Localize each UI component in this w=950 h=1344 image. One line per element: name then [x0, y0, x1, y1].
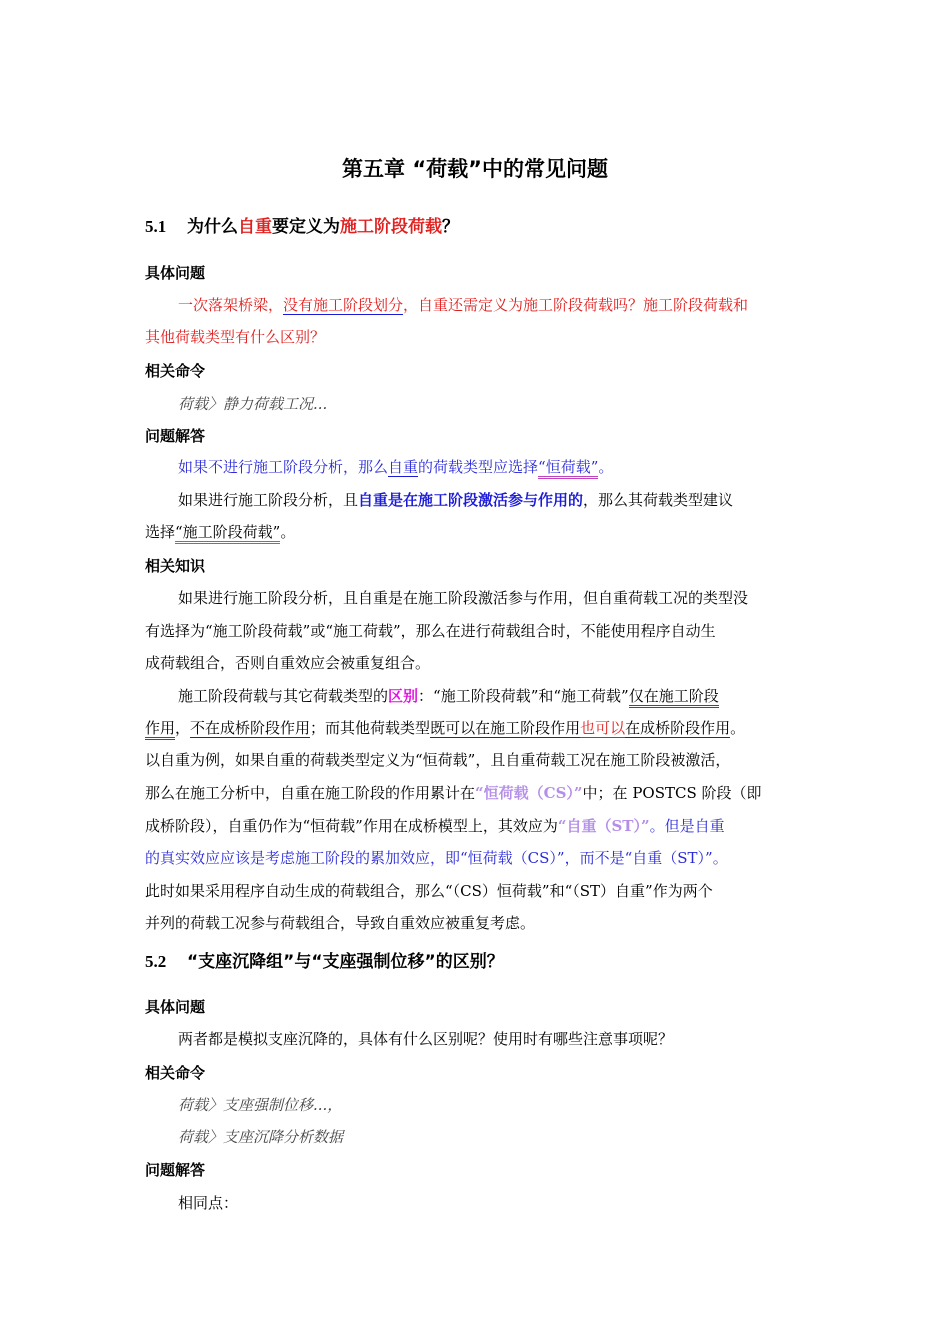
highlight-difference: 区别: [388, 687, 419, 705]
subheading-command: 相关命令: [145, 362, 206, 380]
subheading-question: 具体问题: [145, 264, 206, 282]
answer-line-3: 选择“施工阶段荷载”。: [145, 521, 295, 542]
answer-line: 相同点：: [178, 1194, 239, 1212]
knowledge-line: 有选择为“施工阶段荷载”或“施工荷载”，那么在进行荷载组合时，不能使用程序自动生: [145, 622, 716, 640]
knowledge-line: 作用，不在成桥阶段作用；而其他荷载类型既可以在施工阶段作用也可以在成桥阶段作用。: [145, 717, 745, 738]
knowledge-line: 成桥阶段），自重仍作为“恒荷载”作用在成桥模型上，其效应为“自重（ST）”。但是自重: [145, 817, 725, 835]
answer-line-2: 如果进行施工阶段分析，且自重是在施工阶段激活参与作用的，那么其荷载类型建议: [178, 491, 734, 509]
subheading-question: 具体问题: [145, 998, 206, 1016]
chapter-title: 第五章 “荷载”中的常见问题: [342, 157, 608, 181]
answer-line-1: 如果不进行施工阶段分析，那么自重的荷载类型应选择“恒荷载”。: [178, 456, 613, 477]
highlight-self-weight: 自重: [238, 217, 272, 237]
knowledge-line: 施工阶段荷载与其它荷载类型的区别：“施工阶段荷载”和“施工荷载”仅在施工阶段: [178, 685, 719, 706]
knowledge-line: 那么在施工分析中，自重在施工阶段的作用累计在“恒荷载（CS）”中；在 POSTCS 阶段（即: [145, 784, 762, 802]
section-number: 5.1: [145, 217, 167, 236]
section-5-2-heading: 5.2 “支座沉降组”与“支座强制位移”的区别？: [145, 952, 504, 972]
knowledge-line: 的真实效应应该是考虑施工阶段的累加效应，即“恒荷载（CS）”，而不是“自重（ST）”。: [145, 849, 728, 867]
subheading-answer: 问题解答: [145, 427, 206, 445]
knowledge-line: 并列的荷载工况参与荷载组合，导致自重效应被重复考虑。: [145, 914, 536, 932]
knowledge-line: 如果进行施工阶段分析，且自重是在施工阶段激活参与作用，但自重荷载工况的类型没: [178, 589, 749, 607]
command-text: 荷载〉静力荷载工况...: [178, 395, 328, 413]
subheading-knowledge: 相关知识: [145, 557, 206, 575]
subheading-answer: 问题解答: [145, 1161, 206, 1179]
question-line: 两者都是模拟支座沉降的，具体有什么区别呢？使用时有哪些注意事项呢？: [178, 1030, 674, 1048]
section-number: 5.2: [145, 952, 167, 971]
knowledge-line: 以自重为例，如果自重的荷载类型定义为“恒荷载”，且自重荷载工况在施工阶段被激活，: [145, 751, 731, 769]
highlight-cs-load: 施工阶段荷载: [340, 217, 442, 237]
question-line-2: 其他荷载类型有什么区别？: [145, 328, 326, 346]
question-line-1: 一次落架桥梁，没有施工阶段划分，自重还需定义为施工阶段荷载吗？施工阶段荷载和: [178, 296, 749, 314]
section-5-1-heading: 5.1 为什么自重要定义为施工阶段荷载？: [145, 217, 459, 237]
knowledge-line: 成荷载组合，否则自重效应会被重复组合。: [145, 654, 431, 672]
knowledge-line: 此时如果采用程序自动生成的荷载组合，那么“（CS）恒荷载”和“（ST）自重”作为两个: [145, 882, 713, 900]
command-text: 荷载〉支座强制位移...，: [178, 1096, 343, 1114]
subheading-command: 相关命令: [145, 1064, 206, 1082]
command-text: 荷载〉支座沉降分析数据: [178, 1128, 344, 1146]
